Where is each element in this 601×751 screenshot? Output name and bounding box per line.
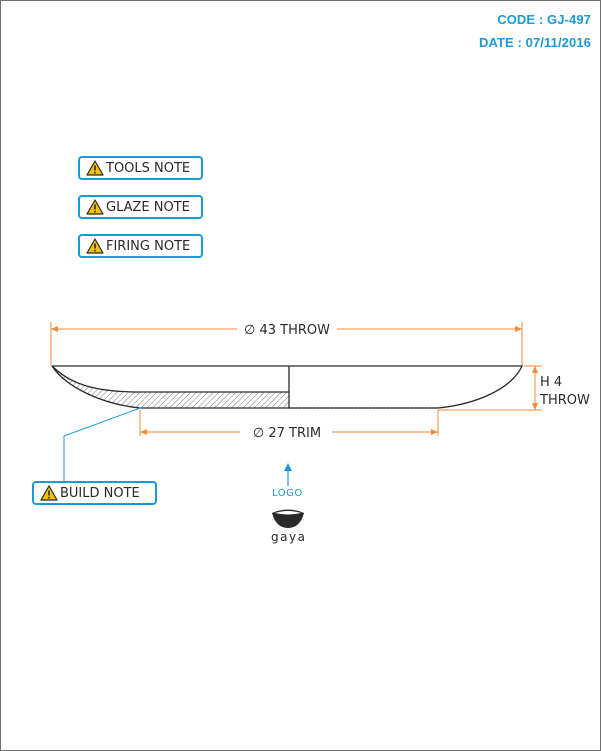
date-label: DATE : 07/11/2016: [478, 35, 591, 50]
firing-note-label: FIRING NOTE: [106, 238, 191, 254]
build-note-label: BUILD NOTE: [60, 485, 140, 501]
height-dimension: [438, 366, 542, 410]
height-label-line1: H 4: [540, 375, 563, 390]
code-label: CODE : GJ-497: [497, 12, 591, 27]
brand-name: gaya: [271, 530, 307, 544]
bowl-logo-icon: [272, 510, 304, 529]
glaze-note-label: GLAZE NOTE: [106, 199, 190, 215]
throw-diameter-label: ∅ 43 THROW: [244, 323, 330, 338]
section-hatch: [52, 366, 289, 408]
trim-diameter-label: ∅ 27 TRIM: [252, 426, 322, 441]
height-label-line2: THROW: [540, 393, 590, 408]
tools-note-label: TOOLS NOTE: [106, 160, 191, 176]
build-note-leader: [64, 407, 143, 481]
logo-label: LOGO: [272, 488, 303, 499]
arrow-up-icon: [284, 463, 292, 486]
